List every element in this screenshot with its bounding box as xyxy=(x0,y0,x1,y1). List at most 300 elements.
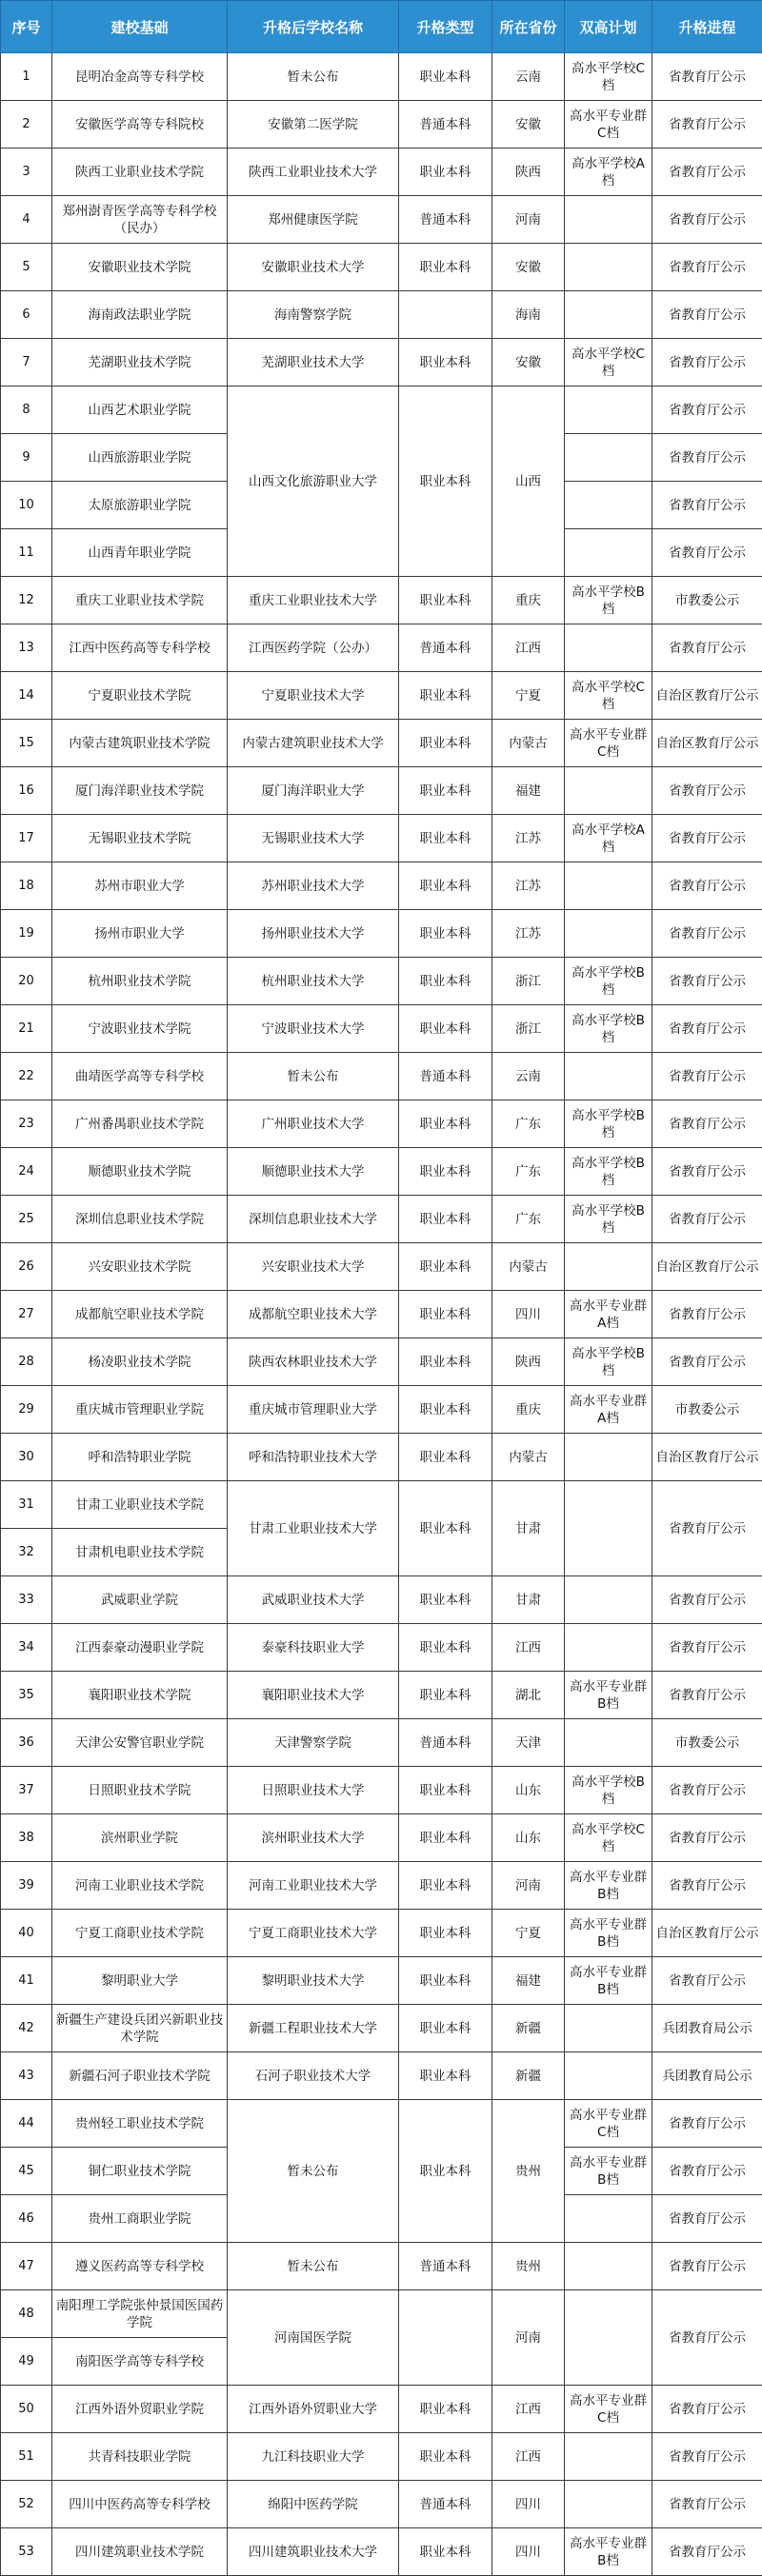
new-name-cell: 滨州职业技术大学 xyxy=(228,1814,399,1862)
province-cell: 云南 xyxy=(492,53,565,101)
index-cell: 4 xyxy=(1,196,52,244)
table-row xyxy=(1,1910,762,1957)
index-cell: 30 xyxy=(1,1434,52,1481)
index-cell: 13 xyxy=(1,624,52,672)
plan-cell xyxy=(565,482,652,529)
table-row xyxy=(1,1862,762,1910)
base-school-cell: 厦门海洋职业技术学院 xyxy=(52,767,228,815)
new-name-cell: 安徽职业技术大学 xyxy=(228,244,399,291)
progress-cell: 市教委公示 xyxy=(652,1386,762,1434)
progress-cell: 省教育厅公示 xyxy=(652,1862,762,1910)
base-school-cell: 江西外语外贸职业学院 xyxy=(52,2386,228,2433)
new-name-cell: 宁夏职业技术大学 xyxy=(228,672,399,720)
type-cell: 普通本科 xyxy=(399,196,492,244)
province-cell: 重庆 xyxy=(492,1386,565,1434)
progress-cell: 省教育厅公示 xyxy=(652,1672,762,1719)
plan-cell: 高水平专业群A档 xyxy=(565,1291,652,1338)
type-cell: 职业本科 xyxy=(399,1291,492,1338)
table-row xyxy=(1,2005,762,2052)
plan-cell xyxy=(565,1576,652,1624)
province-cell: 福建 xyxy=(492,767,565,815)
base-school-cell: 呼和浩特职业学院 xyxy=(52,1434,228,1481)
progress-cell: 市教委公示 xyxy=(652,577,762,624)
table-row xyxy=(1,1624,762,1672)
base-school-cell: 内蒙古建筑职业技术学院 xyxy=(52,720,228,767)
table-row xyxy=(1,958,762,1005)
base-school-cell: 安徽医学高等专科院校 xyxy=(52,101,228,149)
plan-cell: 高水平学校B档 xyxy=(565,1148,652,1196)
type-cell: 普通本科 xyxy=(399,2481,492,2528)
index-cell: 42 xyxy=(1,2005,52,2052)
index-cell: 29 xyxy=(1,1386,52,1434)
index-cell: 40 xyxy=(1,1910,52,1957)
plan-cell xyxy=(565,1481,652,1576)
progress-cell: 自治区教育厅公示 xyxy=(652,1434,762,1481)
index-cell: 25 xyxy=(1,1196,52,1243)
province-cell: 广东 xyxy=(492,1196,565,1243)
plan-cell: 高水平专业群B档 xyxy=(565,1672,652,1719)
type-cell: 职业本科 xyxy=(399,1672,492,1719)
index-cell: 27 xyxy=(1,1291,52,1338)
new-name-cell: 石河子职业技术大学 xyxy=(228,2052,399,2100)
header-cell-double-high-plan: 双高计划 xyxy=(565,1,652,53)
province-cell: 江西 xyxy=(492,2386,565,2433)
plan-cell: 高水平专业群B档 xyxy=(565,2148,652,2195)
base-school-cell: 山西青年职业学院 xyxy=(52,529,228,577)
province-cell: 新疆 xyxy=(492,2052,565,2100)
plan-cell xyxy=(565,386,652,434)
base-school-cell: 新疆生产建设兵团兴新职业技术学院 xyxy=(52,2005,228,2052)
base-school-cell: 四川中医药高等专科学校 xyxy=(52,2481,228,2528)
type-cell: 职业本科 xyxy=(399,2386,492,2433)
table-row xyxy=(1,1005,762,1053)
new-name-cell: 成都航空职业技术大学 xyxy=(228,1291,399,1338)
table-row xyxy=(1,1767,762,1814)
progress-cell: 自治区教育厅公示 xyxy=(652,672,762,720)
base-school-cell: 陕西工业职业技术学院 xyxy=(52,149,228,196)
header-cell-base-school: 建校基础 xyxy=(52,1,228,53)
province-cell: 江苏 xyxy=(492,862,565,910)
province-cell: 江苏 xyxy=(492,910,565,958)
plan-cell: 高水平专业群B档 xyxy=(565,1862,652,1910)
plan-cell xyxy=(565,1719,652,1767)
table-row xyxy=(1,1100,762,1148)
table-row xyxy=(1,101,762,149)
plan-cell xyxy=(565,624,652,672)
table-row xyxy=(1,910,762,958)
plan-cell xyxy=(565,434,652,482)
base-school-cell: 滨州职业学院 xyxy=(52,1814,228,1862)
new-name-cell: 郑州健康医学院 xyxy=(228,196,399,244)
type-cell: 职业本科 xyxy=(399,815,492,862)
index-cell: 37 xyxy=(1,1767,52,1814)
base-school-cell: 昆明冶金高等专科学校 xyxy=(52,53,228,101)
new-name-cell: 武威职业技术大学 xyxy=(228,1576,399,1624)
plan-cell: 高水平学校B档 xyxy=(565,958,652,1005)
index-cell: 43 xyxy=(1,2052,52,2100)
new-name-cell: 河南工业职业技术大学 xyxy=(228,1862,399,1910)
table-row xyxy=(1,339,762,386)
new-name-cell: 天津警察学院 xyxy=(228,1719,399,1767)
index-cell: 48 xyxy=(1,2290,52,2338)
province-cell: 河南 xyxy=(492,196,565,244)
index-cell: 20 xyxy=(1,958,52,1005)
plan-cell xyxy=(565,2195,652,2243)
new-name-cell: 重庆工业职业技术大学 xyxy=(228,577,399,624)
new-name-cell: 暂未公布 xyxy=(228,1053,399,1100)
type-cell: 职业本科 xyxy=(399,2433,492,2481)
type-cell: 职业本科 xyxy=(399,2100,492,2243)
type-cell: 职业本科 xyxy=(399,2052,492,2100)
progress-cell: 省教育厅公示 xyxy=(652,2290,762,2386)
type-cell: 普通本科 xyxy=(399,1053,492,1100)
type-cell: 职业本科 xyxy=(399,1100,492,1148)
progress-cell: 省教育厅公示 xyxy=(652,1338,762,1386)
index-cell: 49 xyxy=(1,2338,52,2386)
province-cell: 内蒙古 xyxy=(492,720,565,767)
province-cell: 甘肃 xyxy=(492,1576,565,1624)
table-row xyxy=(1,1148,762,1196)
progress-cell: 省教育厅公示 xyxy=(652,101,762,149)
base-school-cell: 武威职业学院 xyxy=(52,1576,228,1624)
base-school-cell: 宁波职业技术学院 xyxy=(52,1005,228,1053)
table-row xyxy=(1,2528,762,2576)
progress-cell: 省教育厅公示 xyxy=(652,1005,762,1053)
index-cell: 22 xyxy=(1,1053,52,1100)
table-row xyxy=(1,196,762,244)
header-cell-type: 升格类型 xyxy=(399,1,492,53)
type-cell: 职业本科 xyxy=(399,1386,492,1434)
province-cell: 江西 xyxy=(492,624,565,672)
type-cell xyxy=(399,291,492,339)
new-name-cell: 暂未公布 xyxy=(228,53,399,101)
new-name-cell: 襄阳职业技术大学 xyxy=(228,1672,399,1719)
base-school-cell: 兴安职业技术学院 xyxy=(52,1243,228,1291)
progress-cell: 省教育厅公示 xyxy=(652,291,762,339)
province-cell: 四川 xyxy=(492,2528,565,2576)
type-cell: 职业本科 xyxy=(399,1243,492,1291)
province-cell: 贵州 xyxy=(492,2100,565,2243)
index-cell: 11 xyxy=(1,529,52,577)
progress-cell: 兵团教育局公示 xyxy=(652,2052,762,2100)
index-cell: 51 xyxy=(1,2433,52,2481)
index-cell: 7 xyxy=(1,339,52,386)
province-cell: 广东 xyxy=(492,1100,565,1148)
new-name-cell: 日照职业技术大学 xyxy=(228,1767,399,1814)
table-row xyxy=(1,386,762,434)
index-cell: 44 xyxy=(1,2100,52,2148)
province-cell: 宁夏 xyxy=(492,672,565,720)
plan-cell xyxy=(565,1624,652,1672)
new-name-cell: 甘肃工业职业技术大学 xyxy=(228,1481,399,1576)
base-school-cell: 芜湖职业技术学院 xyxy=(52,339,228,386)
base-school-cell: 太原旅游职业学院 xyxy=(52,482,228,529)
table-row xyxy=(1,291,762,339)
progress-cell: 省教育厅公示 xyxy=(652,1196,762,1243)
province-cell: 宁夏 xyxy=(492,1910,565,1957)
base-school-cell: 深圳信息职业技术学院 xyxy=(52,1196,228,1243)
index-cell: 10 xyxy=(1,482,52,529)
province-cell: 云南 xyxy=(492,1053,565,1100)
base-school-cell: 黎明职业大学 xyxy=(52,1957,228,2005)
table-row xyxy=(1,53,762,101)
type-cell: 职业本科 xyxy=(399,149,492,196)
type-cell: 职业本科 xyxy=(399,1576,492,1624)
progress-cell: 自治区教育厅公示 xyxy=(652,1243,762,1291)
progress-cell: 省教育厅公示 xyxy=(652,339,762,386)
base-school-cell: 铜仁职业技术学院 xyxy=(52,2148,228,2195)
type-cell: 普通本科 xyxy=(399,2243,492,2290)
base-school-cell: 甘肃机电职业技术学院 xyxy=(52,1529,228,1576)
type-cell: 普通本科 xyxy=(399,101,492,149)
index-cell: 38 xyxy=(1,1814,52,1862)
plan-cell: 高水平学校C档 xyxy=(565,672,652,720)
new-name-cell: 扬州职业技术大学 xyxy=(228,910,399,958)
progress-cell: 省教育厅公示 xyxy=(652,624,762,672)
province-cell: 江西 xyxy=(492,2433,565,2481)
index-cell: 21 xyxy=(1,1005,52,1053)
new-name-cell: 黎明职业技术大学 xyxy=(228,1957,399,2005)
base-school-cell: 无锡职业技术学院 xyxy=(52,815,228,862)
type-cell: 职业本科 xyxy=(399,244,492,291)
province-cell: 山西 xyxy=(492,386,565,577)
new-name-cell: 无锡职业技术大学 xyxy=(228,815,399,862)
index-cell: 26 xyxy=(1,1243,52,1291)
base-school-cell: 江西泰豪动漫职业学院 xyxy=(52,1624,228,1672)
base-school-cell: 天津公安警官职业学院 xyxy=(52,1719,228,1767)
index-cell: 28 xyxy=(1,1338,52,1386)
base-school-cell: 山西旅游职业学院 xyxy=(52,434,228,482)
type-cell: 职业本科 xyxy=(399,53,492,101)
index-cell: 50 xyxy=(1,2386,52,2433)
progress-cell: 省教育厅公示 xyxy=(652,1767,762,1814)
header-cell-progress: 升格进程 xyxy=(652,1,762,53)
progress-cell: 省教育厅公示 xyxy=(652,386,762,434)
base-school-cell: 共青科技职业学院 xyxy=(52,2433,228,2481)
table-row xyxy=(1,1481,762,1529)
index-cell: 18 xyxy=(1,862,52,910)
type-cell: 职业本科 xyxy=(399,386,492,577)
table-row xyxy=(1,2386,762,2433)
index-cell: 14 xyxy=(1,672,52,720)
type-cell: 普通本科 xyxy=(399,1719,492,1767)
index-cell: 47 xyxy=(1,2243,52,2290)
type-cell: 职业本科 xyxy=(399,1814,492,1862)
index-cell: 39 xyxy=(1,1862,52,1910)
index-cell: 46 xyxy=(1,2195,52,2243)
table-row xyxy=(1,1576,762,1624)
base-school-cell: 南阳理工学院张仲景国医国药学院 xyxy=(52,2290,228,2338)
progress-cell: 省教育厅公示 xyxy=(652,1814,762,1862)
progress-cell: 自治区教育厅公示 xyxy=(652,720,762,767)
index-cell: 23 xyxy=(1,1100,52,1148)
type-cell: 职业本科 xyxy=(399,720,492,767)
province-cell: 内蒙古 xyxy=(492,1243,565,1291)
type-cell: 职业本科 xyxy=(399,1624,492,1672)
base-school-cell: 南阳医学高等专科学校 xyxy=(52,2338,228,2386)
index-cell: 31 xyxy=(1,1481,52,1529)
new-name-cell: 芜湖职业技术大学 xyxy=(228,339,399,386)
base-school-cell: 日照职业技术学院 xyxy=(52,1767,228,1814)
table-row xyxy=(1,1243,762,1291)
plan-cell: 高水平专业群C档 xyxy=(565,101,652,149)
table-body xyxy=(1,53,762,2576)
index-cell: 45 xyxy=(1,2148,52,2195)
type-cell: 职业本科 xyxy=(399,339,492,386)
type-cell: 普通本科 xyxy=(399,624,492,672)
new-name-cell: 泰豪科技职业大学 xyxy=(228,1624,399,1672)
plan-cell: 高水平专业群B档 xyxy=(565,2528,652,2576)
progress-cell: 省教育厅公示 xyxy=(652,910,762,958)
table-row xyxy=(1,815,762,862)
table-row xyxy=(1,672,762,720)
table-row xyxy=(1,2433,762,2481)
new-name-cell: 山西文化旅游职业大学 xyxy=(228,386,399,577)
table-row xyxy=(1,862,762,910)
province-cell: 广东 xyxy=(492,1148,565,1196)
progress-cell: 省教育厅公示 xyxy=(652,862,762,910)
progress-cell: 省教育厅公示 xyxy=(652,1100,762,1148)
index-cell: 53 xyxy=(1,2528,52,2576)
plan-cell: 高水平专业群C档 xyxy=(565,720,652,767)
plan-cell xyxy=(565,2052,652,2100)
base-school-cell: 遵义医药高等专科学校 xyxy=(52,2243,228,2290)
index-cell: 35 xyxy=(1,1672,52,1719)
table-row xyxy=(1,1434,762,1481)
plan-cell: 高水平学校B档 xyxy=(565,577,652,624)
new-name-cell: 顺德职业技术大学 xyxy=(228,1148,399,1196)
base-school-cell: 重庆城市管理职业学院 xyxy=(52,1386,228,1434)
new-name-cell: 宁波职业技术大学 xyxy=(228,1005,399,1053)
new-name-cell: 暂未公布 xyxy=(228,2243,399,2290)
base-school-cell: 甘肃工业职业技术学院 xyxy=(52,1481,228,1529)
base-school-cell: 江西中医药高等专科学校 xyxy=(52,624,228,672)
new-name-cell: 厦门海洋职业大学 xyxy=(228,767,399,815)
index-cell: 9 xyxy=(1,434,52,482)
base-school-cell: 郑州澍青医学高等专科学校（民办） xyxy=(52,196,228,244)
progress-cell: 省教育厅公示 xyxy=(652,482,762,529)
new-name-cell: 呼和浩特职业技术大学 xyxy=(228,1434,399,1481)
type-cell: 职业本科 xyxy=(399,1862,492,1910)
table-row xyxy=(1,1957,762,2005)
plan-cell xyxy=(565,2243,652,2290)
base-school-cell: 安徽职业技术学院 xyxy=(52,244,228,291)
progress-cell: 省教育厅公示 xyxy=(652,2386,762,2433)
plan-cell: 高水平学校A档 xyxy=(565,149,652,196)
table-row xyxy=(1,244,762,291)
type-cell: 职业本科 xyxy=(399,1910,492,1957)
province-cell: 四川 xyxy=(492,2481,565,2528)
progress-cell: 省教育厅公示 xyxy=(652,1481,762,1576)
province-cell: 江西 xyxy=(492,1624,565,1672)
province-cell: 浙江 xyxy=(492,1005,565,1053)
province-cell: 贵州 xyxy=(492,2243,565,2290)
plan-cell xyxy=(565,1434,652,1481)
base-school-cell: 四川建筑职业技术学院 xyxy=(52,2528,228,2576)
table-row xyxy=(1,1814,762,1862)
index-cell: 5 xyxy=(1,244,52,291)
base-school-cell: 新疆石河子职业技术学院 xyxy=(52,2052,228,2100)
table-row xyxy=(1,2481,762,2528)
type-cell: 职业本科 xyxy=(399,958,492,1005)
province-cell: 内蒙古 xyxy=(492,1434,565,1481)
plan-cell: 高水平学校C档 xyxy=(565,339,652,386)
province-cell: 陕西 xyxy=(492,1338,565,1386)
base-school-cell: 宁夏工商职业技术学院 xyxy=(52,1910,228,1957)
header-cell-index: 序号 xyxy=(1,1,52,53)
table-row xyxy=(1,767,762,815)
plan-cell: 高水平学校B档 xyxy=(565,1005,652,1053)
plan-cell: 高水平学校A档 xyxy=(565,815,652,862)
table-row xyxy=(1,1386,762,1434)
new-name-cell: 广州职业技术大学 xyxy=(228,1100,399,1148)
plan-cell xyxy=(565,1053,652,1100)
base-school-cell: 苏州市职业大学 xyxy=(52,862,228,910)
index-cell: 1 xyxy=(1,53,52,101)
progress-cell: 省教育厅公示 xyxy=(652,2528,762,2576)
table-row xyxy=(1,1338,762,1386)
new-name-cell: 新疆工程职业技术大学 xyxy=(228,2005,399,2052)
table-row xyxy=(1,2100,762,2148)
index-cell: 2 xyxy=(1,101,52,149)
table-row xyxy=(1,1672,762,1719)
index-cell: 15 xyxy=(1,720,52,767)
base-school-cell: 重庆工业职业技术学院 xyxy=(52,577,228,624)
plan-cell xyxy=(565,244,652,291)
new-name-cell: 江西医药学院（公办） xyxy=(228,624,399,672)
new-name-cell: 九江科技职业大学 xyxy=(228,2433,399,2481)
new-name-cell: 内蒙古建筑职业技术大学 xyxy=(228,720,399,767)
progress-cell: 省教育厅公示 xyxy=(652,1576,762,1624)
plan-cell xyxy=(565,910,652,958)
progress-cell: 省教育厅公示 xyxy=(652,196,762,244)
province-cell: 新疆 xyxy=(492,2005,565,2052)
new-name-cell: 苏州职业技术大学 xyxy=(228,862,399,910)
index-cell: 3 xyxy=(1,149,52,196)
table-row xyxy=(1,1291,762,1338)
type-cell: 职业本科 xyxy=(399,862,492,910)
new-name-cell: 杭州职业技术大学 xyxy=(228,958,399,1005)
province-cell: 福建 xyxy=(492,1957,565,2005)
index-cell: 34 xyxy=(1,1624,52,1672)
progress-cell: 省教育厅公示 xyxy=(652,149,762,196)
index-cell: 12 xyxy=(1,577,52,624)
plan-cell: 高水平学校C档 xyxy=(565,53,652,101)
plan-cell: 高水平专业群A档 xyxy=(565,1386,652,1434)
progress-cell: 省教育厅公示 xyxy=(652,1624,762,1672)
progress-cell: 省教育厅公示 xyxy=(652,1957,762,2005)
table-row xyxy=(1,577,762,624)
base-school-cell: 广州番禺职业技术学院 xyxy=(52,1100,228,1148)
province-cell: 陕西 xyxy=(492,149,565,196)
province-cell: 湖北 xyxy=(492,1672,565,1719)
progress-cell: 省教育厅公示 xyxy=(652,2100,762,2148)
province-cell: 安徽 xyxy=(492,339,565,386)
index-cell: 16 xyxy=(1,767,52,815)
province-cell: 江苏 xyxy=(492,815,565,862)
new-name-cell: 重庆城市管理职业大学 xyxy=(228,1386,399,1434)
plan-cell: 高水平学校B档 xyxy=(565,1338,652,1386)
table-row xyxy=(1,720,762,767)
base-school-cell: 贵州工商职业学院 xyxy=(52,2195,228,2243)
new-name-cell: 陕西农林职业技术大学 xyxy=(228,1338,399,1386)
index-cell: 41 xyxy=(1,1957,52,2005)
progress-cell: 兵团教育局公示 xyxy=(652,2005,762,2052)
type-cell: 职业本科 xyxy=(399,1005,492,1053)
plan-cell xyxy=(565,2290,652,2386)
plan-cell: 高水平学校C档 xyxy=(565,1814,652,1862)
progress-cell: 省教育厅公示 xyxy=(652,2243,762,2290)
